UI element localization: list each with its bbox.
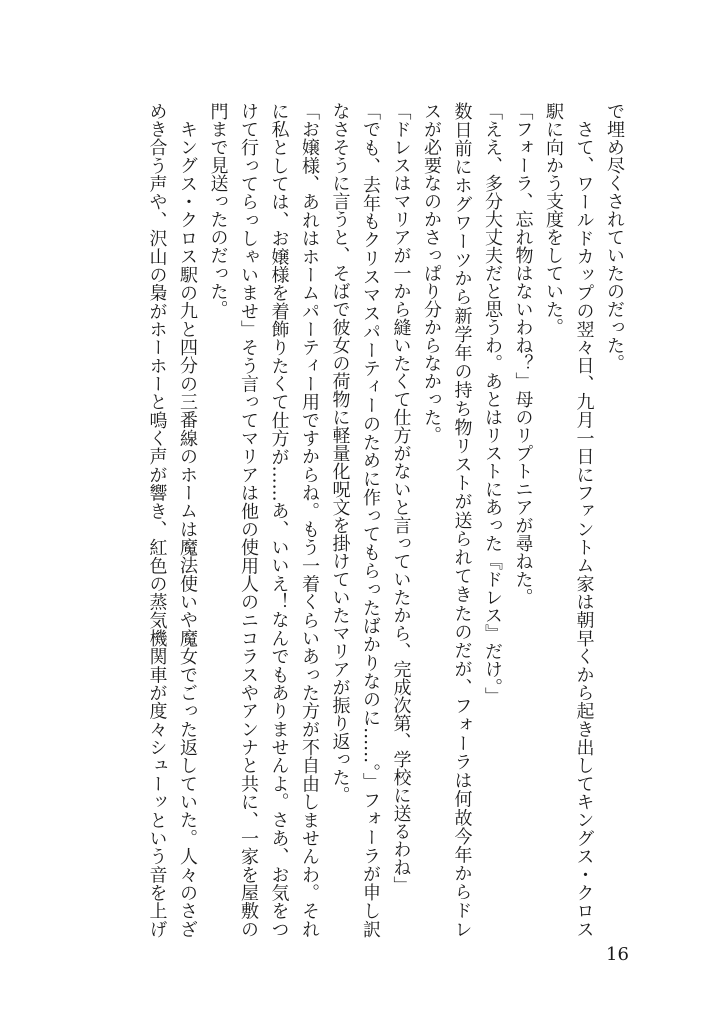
text-column: で埋め尽くされていたのだった。 bbox=[604, 102, 625, 372]
text-column: なさそうに言うと、そばで彼女の荷物に軽量化呪文を掛けていたマリアが振り返った。 bbox=[329, 102, 351, 804]
text-column: 「でも、去年もクリスマスパーティーのために作ってもらったばかりなのに……。」フォーラが申し訳 bbox=[360, 102, 381, 938]
text-column: に私としては、お嬢様を着飾りたくて仕方が……あ、いいえ！なんでもありませんよ。さあ、お気をつ bbox=[268, 102, 290, 939]
text-column: けて行ってらっしゃいませ」そう言ってマリアは他の使用人のニコラスやアンナと共に、一家を屋敷の bbox=[238, 102, 259, 938]
text-column: 「フォーラ、忘れ物はないわね？」母のリプトニアが尋ねた。 bbox=[512, 102, 534, 606]
text-column: めき合う声や、沢山の梟がホーホーと鳴く声が響き、紅色の蒸気機関車が度々シューッという音を上げ bbox=[146, 102, 168, 938]
text-column: スが必要なのかさっぱり分からなかった。 bbox=[421, 102, 442, 444]
text-column: 門まで見送ったのだった。 bbox=[207, 102, 229, 318]
text-column: 「ええ、多分大丈夫だと思うわ。あとはリストにあった『ドレス』だけ。」 bbox=[482, 102, 503, 705]
text-column: 駅に向かう支度をしていた。 bbox=[543, 102, 564, 336]
body-text bbox=[141, 102, 629, 938]
text-column: 数日前にホグワーツから新学年の持ち物リストが送られてきたのだが、フォーラは何故今年からドレ bbox=[451, 102, 473, 938]
page-number: 16 bbox=[606, 944, 629, 965]
text-column: 「お嬢様、あれはホームパーティー用ですからね。もう一着くらいあった方が不自由しませんわ。それ bbox=[299, 102, 320, 938]
text-column: 「ドレスはマリアが一から縫いたくて仕方がないと言っていたから、完成次第、学校に送るわね」 bbox=[390, 102, 412, 894]
text-column: キングス・クロス駅の九と四分の三番線のホームは魔法使いや魔女でごった返していた。人々のさざ bbox=[177, 120, 198, 938]
text-column: さて、ワールドカップの翌々日、九月一日にファントム家は朝早くから起き出してキングス・クロス bbox=[573, 120, 595, 939]
